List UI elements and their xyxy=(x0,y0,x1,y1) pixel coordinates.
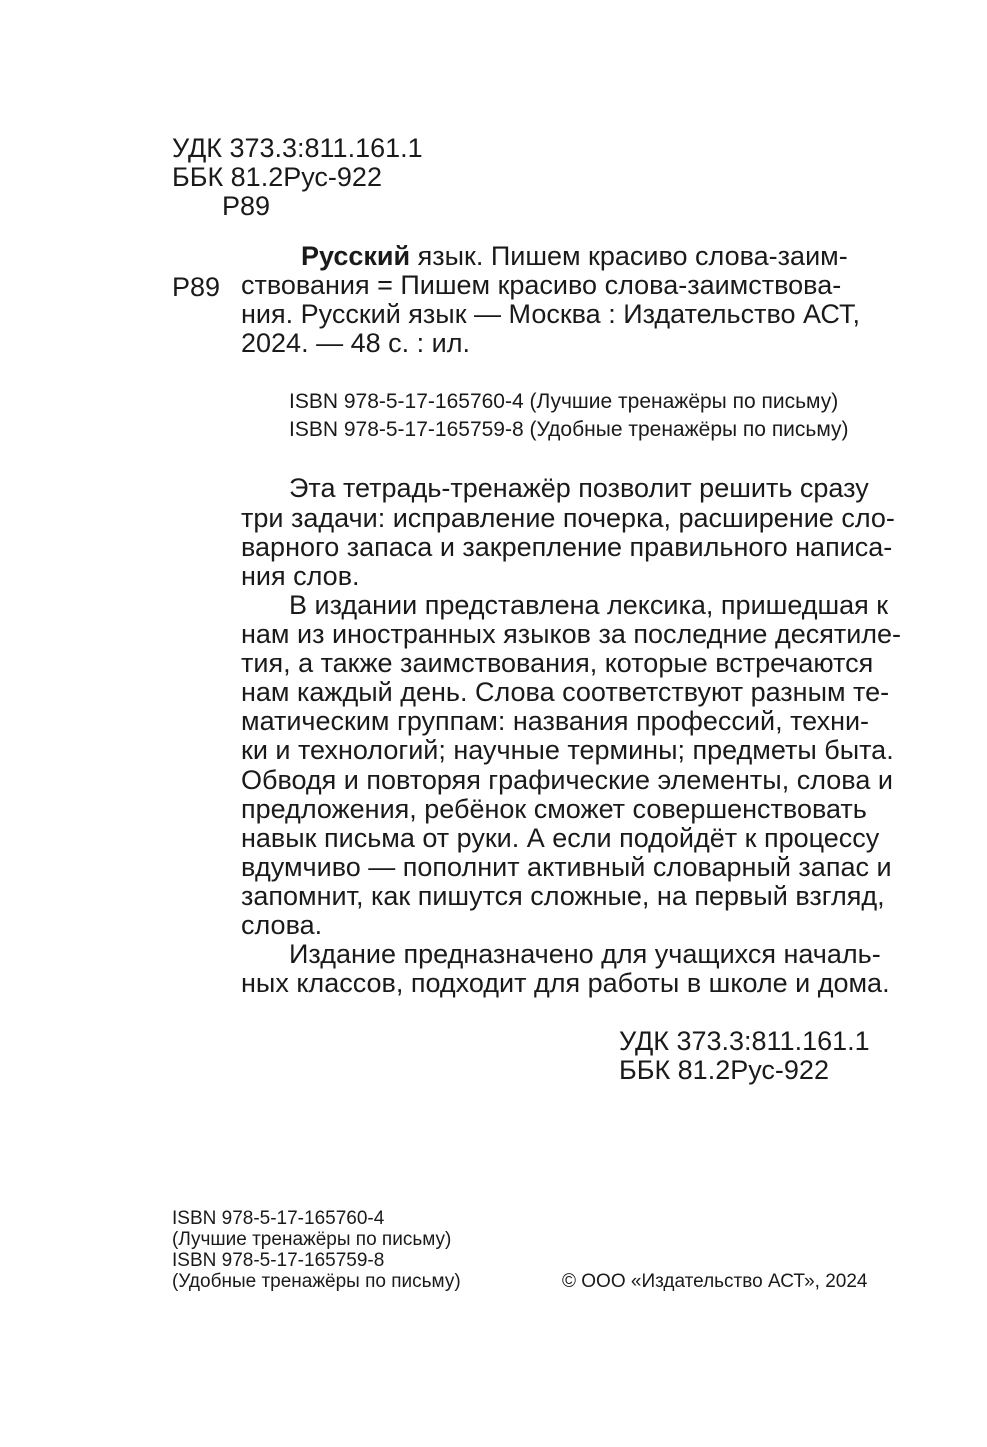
annotation-p2-line-5: матическим группам: названия профессий, техни- xyxy=(241,706,870,736)
biblio-line-3: ния. Русский язык — Москва : Издательство АСТ, xyxy=(241,299,861,329)
biblio-line-1-rest: язык. Пишем красиво слова-заим- xyxy=(410,241,848,271)
annotation-p2-line-8: предложения, ребёнок сможет совершенствовать xyxy=(241,794,867,824)
isbn-line-2: ISBN 978-5-17-165759-8 (Удобные тренажёры по письму) xyxy=(289,418,849,441)
annotation-p2-line-2: нам из иностранных языков за последние десятиле- xyxy=(241,619,902,649)
annotation-p1-line-2: три задачи: исправление почерка, расширение сло- xyxy=(241,503,895,533)
author-sign-side: Р89 xyxy=(172,272,221,302)
annotation-p2-line-1: В издании представлена лексика, пришедшая к xyxy=(289,590,889,620)
annotation-p3-line-1: Издание предназначено для учащихся началь- xyxy=(289,939,881,969)
annotation-p2-line-3: тия, а также заимствования, которые встречаются xyxy=(241,648,874,678)
udk-top: УДК 373.3:811.161.1 xyxy=(172,133,423,163)
footer-isbn-1-note: (Лучшие тренажёры по письму) xyxy=(172,1229,452,1250)
biblio-title-bold: Русский xyxy=(301,241,411,271)
annotation-p2-line-10: вдумчиво — пополнит активный словарный запас и xyxy=(241,852,892,882)
annotation-p1-line-4: ния слов. xyxy=(241,561,360,591)
footer-isbn-2: ISBN 978-5-17-165759-8 xyxy=(172,1250,385,1271)
annotation-p2-line-12: слова. xyxy=(241,910,323,940)
udk-bottom: УДК 373.3:811.161.1 xyxy=(619,1026,870,1056)
annotation-p1-line-1: Эта тетрадь-тренажёр позволит решить сразу xyxy=(289,473,869,503)
annotation-p2-line-9: навык письма от руки. А если подойдёт к процессу xyxy=(241,823,880,853)
annotation-p2-line-11: запомнит, как пишутся сложные, на первый взгляд, xyxy=(241,881,885,911)
biblio-line-1 xyxy=(301,241,848,271)
biblio-line-4: 2024. — 48 с. : ил. xyxy=(241,328,470,358)
copyright: © ООО «Издательство АСТ», 2024 xyxy=(562,1271,868,1292)
annotation-p2-line-6: ки и технологий; научные термины; предметы быта. xyxy=(241,735,894,765)
isbn-line-1: ISBN 978-5-17-165760-4 (Лучшие тренажёры по письму) xyxy=(289,390,839,413)
bbk-top: ББК 81.2Рус-922 xyxy=(172,162,382,192)
biblio-line-2: ствования = Пишем красиво слова-заимствова- xyxy=(241,270,842,300)
footer-isbn-2-note: (Удобные тренажёры по письму) xyxy=(172,1271,461,1292)
annotation-p3-line-2: ных классов, подходит для работы в школе и дома. xyxy=(241,968,890,998)
author-sign-top: Р89 xyxy=(222,191,271,221)
annotation-p1-line-3: варного запаса и закрепление правильного написа- xyxy=(241,532,893,562)
annotation-p2-line-7: Обводя и повторяя графические элементы, слова и xyxy=(241,765,893,795)
bbk-bottom: ББК 81.2Рус-922 xyxy=(619,1055,829,1085)
footer-isbn-1: ISBN 978-5-17-165760-4 xyxy=(172,1208,385,1229)
annotation-p2-line-4: нам каждый день. Слова соответствуют разным те- xyxy=(241,677,890,707)
